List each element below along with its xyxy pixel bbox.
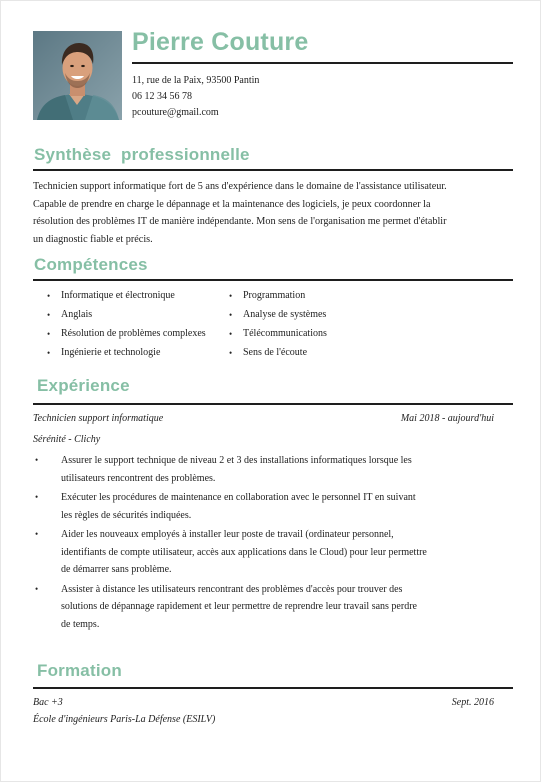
header-rule: [132, 62, 513, 64]
job-dates: Mai 2018 - aujourd'hui: [400, 413, 494, 424]
skill-item: • Anglais: [47, 309, 206, 328]
bullet-line: solutions de dépannage rapidement et leur permettre de reprendre leur travail sans perdre: [61, 601, 417, 612]
skills-rule: [33, 279, 513, 281]
skills-list-right: [229, 290, 327, 366]
contact-email: pcouture@gmail.com: [132, 107, 219, 118]
summary-title: Synthèse professionnelle: [34, 145, 250, 164]
contact-address: 11, rue de la Paix, 93500 Pantin: [132, 75, 260, 86]
experience-bullet: [33, 581, 479, 634]
company-name: Sérénité - Clichy: [33, 434, 101, 445]
experience-bullet: [33, 489, 479, 524]
school-name: École d'ingénieurs Paris-La Défense (ESILV): [33, 714, 216, 725]
education-rule: [33, 687, 513, 689]
bullet-line: identifiants de compte utilisateur, accès aux applications dans le Cloud) pour leur permettre: [61, 546, 427, 558]
skill-item: • Ingénierie et technologie: [47, 347, 206, 366]
bullet-line: les règles de sécurités indiquées.: [61, 509, 192, 521]
candidate-name: Pierre Couture: [132, 28, 309, 56]
bullet-line: de démarrer sans problème.: [61, 564, 172, 575]
summary-line: Technicien support informatique fort de 5 ans d'expérience dans le domaine de l'assistance utilisateur.: [33, 181, 447, 192]
experience-bullet: [33, 526, 479, 579]
bullet-line: utilisateurs rencontrent des problèmes.: [61, 472, 216, 484]
skills-list-left: [47, 290, 206, 366]
bullet-line: de temps.: [61, 618, 100, 630]
skill-item: • Programmation: [229, 290, 327, 309]
skill-item: • Analyse de systèmes: [229, 309, 327, 328]
contact-phone: 06 12 34 56 78: [132, 91, 192, 102]
experience-bullets: [33, 452, 479, 635]
bullet-line: • Assister à distance les utilisateurs rencontrant des problèmes d'accès pour trouver des: [61, 583, 403, 595]
skill-item: • Informatique et électronique: [47, 290, 206, 309]
experience-rule: [33, 403, 513, 405]
bullet-line: • Exécuter les procédures de maintenance en collaboration avec le personnel IT en suivant: [61, 492, 416, 503]
skill-item: • Télécommunications: [229, 328, 327, 347]
skill-item: • Sens de l'écoute: [229, 347, 327, 366]
summary-line: Capable de prendre en charge le dépannage et la maintenance des logiciels, je peux coordonner la: [33, 198, 431, 210]
job-title: Technicien support informatique: [33, 413, 164, 424]
bullet-line: • Assurer le support technique de niveau 2 et 3 des installations informatiques lorsque les: [61, 455, 412, 466]
summary-rule: [33, 169, 513, 171]
person-photo-icon: [33, 31, 122, 120]
experience-bullet: [33, 452, 479, 487]
skills-title: Compétences: [34, 255, 148, 274]
summary-line: un diagnostic fiable et précis.: [33, 234, 153, 246]
summary-line: résolution des problèmes IT de manière indépendante. Mon sens de l'organisation me permet d'établir: [33, 216, 447, 228]
experience-title: Expérience: [37, 376, 130, 395]
summary-text: [33, 178, 503, 249]
profile-photo: [33, 31, 122, 120]
education-title: Formation: [37, 661, 122, 680]
bullet-line: • Aider les nouveaux employés à installer leur poste de travail (ordinateur personnel,: [61, 529, 394, 540]
degree: Bac +3: [33, 697, 63, 708]
skill-item: • Résolution de problèmes complexes: [47, 328, 206, 347]
education-date: Sept. 2016: [451, 697, 494, 708]
